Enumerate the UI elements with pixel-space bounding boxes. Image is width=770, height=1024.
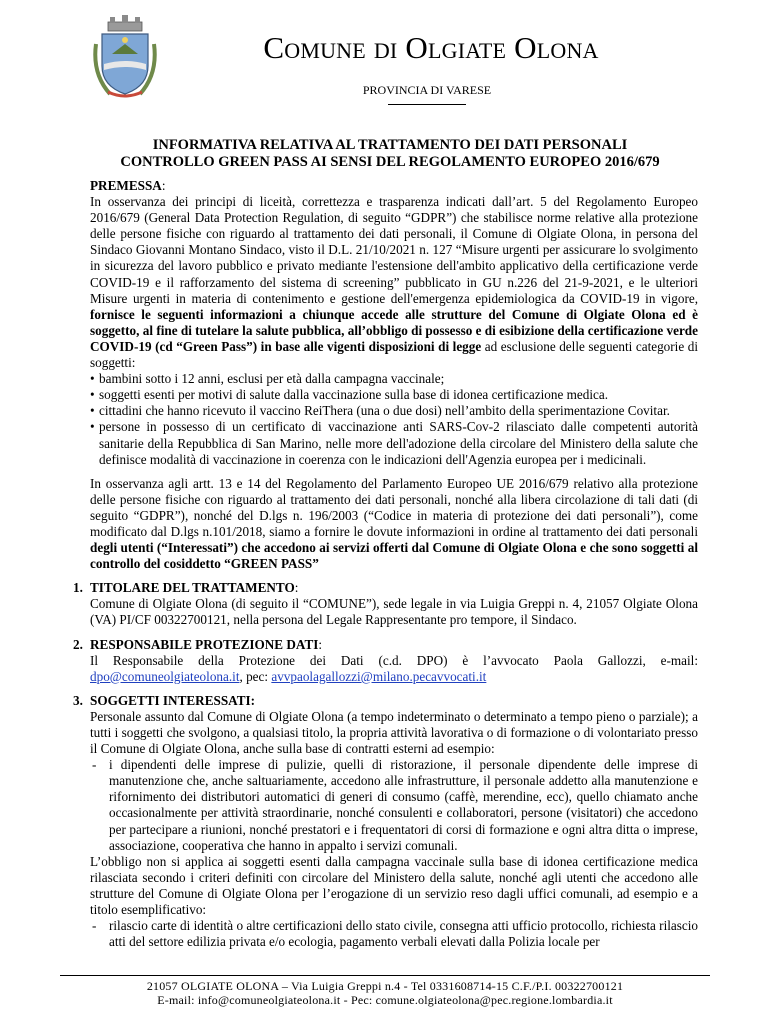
document-title-line-2: CONTROLLO GREEN PASS AI SENSI DEL REGOLAMENTO EUROPEO 2016/679 (120, 154, 660, 170)
dpo-email-link[interactable]: dpo@comuneolgiateolona.it (90, 668, 240, 684)
list-item: • bambini sotto i 12 anni, esclusi per età dalla campagna vaccinale; (90, 371, 698, 387)
header-divider (388, 104, 466, 105)
footer (60, 975, 710, 1007)
dpo-pec-link[interactable]: avvpaolagallozzi@milano.pecavvocati.it (271, 668, 487, 684)
section-titolare: 1. TITOLARE DEL TRATTAMENTO: Comune di Olgiate Olona (di seguito il “COMUNE”), sede legale in via Luigia Greppi n. 4, 21057 Olgiate Olona (VA) PI/CF 00322700121, nella persona del Legale Rappresentante pro tempore, il Sindaco. (73, 580, 698, 628)
section-heading: TITOLARE DEL TRATTAMENTO (90, 580, 295, 596)
document-title (80, 137, 700, 171)
section-text: Il Responsabile della Protezione dei Dati (c.d. DPO) è l’avvocato Paola Gallozzi, e-mail: dpo@comuneolgiateolona.it, pec: avvpaolagallozzi@milano.pecavvocati.it (90, 652, 698, 684)
list-item: - rilascio carte di identità o altre certificazioni dello stato civile, consegna atti ufficio protocollo, richiesta rilascio atti del settore edilizia privata e/o ecologia, pagamento verbali elevati dalla Polizia locale per (90, 918, 698, 950)
page-title: Comune di Olgiate Olona (263, 30, 599, 65)
province-label: PROVINCIA DI VARESE (292, 84, 562, 105)
list-item: • persone in possesso di un certificato di vaccinazione anti SARS-Cov-2 rilasciato dalle competenti autorità sanitarie della Repubblica di San Marino, nelle more dell'adozione della circolare del Ministero della salute che definisce modalità di vaccinazione in coerenza con le indicazioni dell'Agenzia europea per i medicinali. (90, 419, 698, 467)
exempt-categories-list (90, 371, 698, 468)
section-text: Personale assunto dal Comune di Olgiate Olona (a tempo indeterminato o determinato a tempo pieno o parziale); a tutti i soggetti che svolgono, a qualsiasi titolo, la propria attività lavorativa o di formazione o di volontariato presso il Comune di Olgiate Olona, anche sulla base di contratti esterni ad esempio: (90, 708, 698, 757)
section-soggetti (73, 692, 698, 951)
list-item: • cittadini che hanno ricevuto il vaccino ReiThera (una o due dosi) nell’ambito della sperimentazione Covitar. (90, 403, 698, 419)
section-heading: RESPONSABILE PROTEZIONE DATI (90, 636, 319, 652)
municipal-crest-icon (90, 14, 160, 100)
section-number: 1. (73, 580, 83, 596)
footer-contacts: E-mail: info@comuneolgiateolona.it - Pec: comune.olgiateolona@pec.regione.lombardia.it (157, 993, 613, 1007)
list-item: • soggetti esenti per motivi di salute dalla vaccinazione sulla base di idonea certificazione medica. (90, 387, 698, 403)
premessa-heading: PREMESSA: (90, 178, 166, 193)
premessa-paragraph-1: In osservanza dei principi di liceità, correttezza e trasparenza indicati dall’art. 5 del Regolamento Europeo 2016/679 (General Data Protection Regulation, di seguito “GDPR”) che stabilisce norme relative alla protezione delle persone fisiche con riguardo al trattamento dei dati personali, il Comune di Olgiate Olona, in persona del Sindaco Giovanni Montano Sindaco, visto il D.L. 21/10/2021 n. 127 “Misure urgenti per assicurare lo svolgimento in sicurezza del lavoro pubblico e privato mediante l'estensione dell'ambito applicativo della certificazione verde COVID-19 e il rafforzamento del sistema di screening” pubblicato in GU n.226 del 21-9-2021, e le ulteriori Misure urgenti in materia di contenimento e gestione dell'emergenza epidemiologica da COVID-19 in vigore, fornisce le seguenti informazioni a chiunque accede alle strutture del Comune di Olgiate Olona ed è soggetto, al fine di tutelare la salute pubblica, all’obbligo di possesso e di esibizione della certificazione verde COVID-19 (cd “Green Pass”) in base alle vigenti disposizioni di legge ad esclusione delle seguenti categorie di soggetti: (90, 194, 698, 371)
section-text: L’obbligo non si applica ai soggetti esenti dalla campagna vaccinale sulla base di idonea certificazione medica rilasciata secondo i criteri definiti con circolare del Ministero della salute, nonché agli utenti che accedono alle strutture del Comune di Olgiate Olona per l’erogazione di un servizio reso dagli uffici comunali, ad esempio e a titolo esemplificativo: (90, 853, 698, 918)
footer-address: 21057 OLGIATE OLONA – Via Luigia Greppi n.4 - Tel 0331608714-15 C.F./P.I. 00322700121 (146, 979, 624, 993)
document-title-line-1: INFORMATIVA RELATIVA AL TRATTAMENTO DEI DATI PERSONALI (152, 137, 628, 153)
section-heading: SOGGETTI INTERESSATI: (90, 692, 256, 708)
section-text: Comune di Olgiate Olona (di seguito il “COMUNE”), sede legale in via Luigia Greppi n. 4, 21057 Olgiate Olona (VA) PI/CF 00322700121, nella persona del Legale Rappresentante pro tempore, il Sindaco. (90, 596, 698, 628)
footer-divider (60, 975, 710, 976)
premessa-paragraph-2: In osservanza agli artt. 13 e 14 del Regolamento del Parlamento Europeo UE 2016/679 relativo alla protezione delle persone fisiche con riguardo al trattamento dei dati personali, nonché alla libera circolazione di tali dati (di seguito “GDPR”), nonché del D.lgs n. 196/2003 (“Codice in materia di protezione dei dati personali”), come modificato dal D.lgs n.101/2018, siamo a fornire le dovute informazioni in ordine al trattamento dei dati personali degli utenti (“Interessati”) che accedono ai servizi offerti dal Comune di Olgiate Olona e che sono soggetti al controllo del cosiddetto “GREEN PASS” (90, 475, 698, 572)
section-number: 3. (73, 692, 83, 708)
section-number: 2. (73, 636, 83, 652)
list-item: - i dipendenti delle imprese di pulizie, quelli di ristorazione, il personale dipendente delle imprese di manutenzione che, anche saltuariamente, accedono alle infrastrutture, il personale addetto alla manutenzione e rifornimento dei distributori automatici di generi di consumo (caffè, merendine, ecc), quello chiamato anche occasionalmente per attività straordinarie, nonché consulenti e collaboratori, persone (visitatori) che accedono per partecipare a riunioni, nonché prestatori e i frequentatori di corsi di formazione e ogni altra ditta o imprese, associazione, cooperativa che hanno in appalto i servizi comunali. (90, 757, 698, 854)
document-body (73, 178, 698, 950)
section-responsabile: 2. RESPONSABILE PROTEZIONE DATI: Il Responsabile della Protezione dei Dati (c.d. DPO) è l’avvocato Paola Gallozzi, e-mail: dpo@comuneolgiateolona.it, pec: avvpaolagallozzi@milano.pecavvocati.it (73, 636, 698, 684)
